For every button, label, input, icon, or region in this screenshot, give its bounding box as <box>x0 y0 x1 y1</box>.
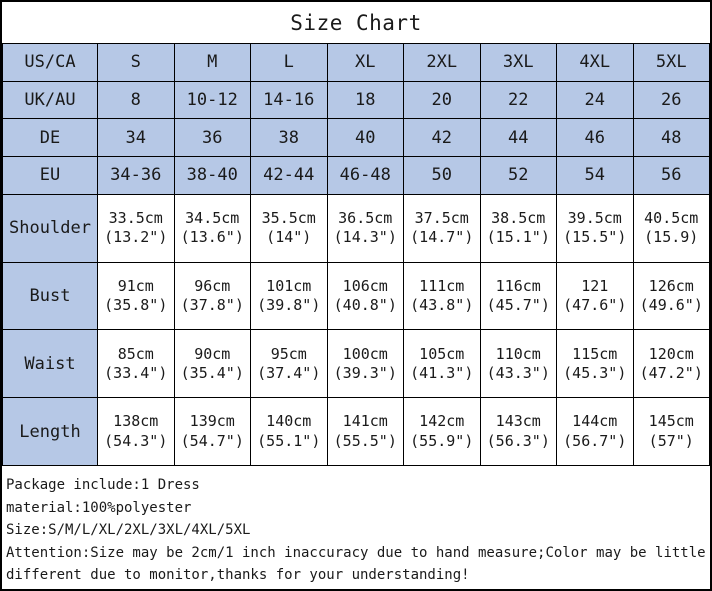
size-value-cell: 20 <box>404 81 481 119</box>
measurement-value-cell: 39.5cm (15.5") <box>557 194 634 262</box>
size-value-cell: 34-36 <box>98 157 175 195</box>
measurement-value-cell: 37.5cm (14.7") <box>404 194 481 262</box>
row-label-cell: US/CA <box>3 44 98 82</box>
size-value-cell: 46-48 <box>327 157 404 195</box>
measurement-value-cell: 40.5cm (15.9) <box>633 194 710 262</box>
measurement-value-cell: 96cm (37.8") <box>174 262 251 330</box>
size-value-cell: XL <box>327 44 404 82</box>
table-row-shoulder <box>3 194 710 262</box>
size-value-cell: S <box>98 44 175 82</box>
table-row-bust <box>3 262 710 330</box>
measurement-value-cell: 90cm (35.4") <box>174 330 251 398</box>
size-value-cell: 4XL <box>557 44 634 82</box>
size-value-cell: 22 <box>480 81 557 119</box>
size-value-cell: 50 <box>404 157 481 195</box>
measurement-value-cell: 106cm (40.8") <box>327 262 404 330</box>
footer-line-material: material:100%polyester <box>6 499 192 516</box>
size-value-cell: 42 <box>404 119 481 157</box>
measurement-value-cell: 141cm (55.5") <box>327 398 404 466</box>
measurement-value-cell: 115cm (45.3") <box>557 330 634 398</box>
measurement-value-cell: 34.5cm (13.6") <box>174 194 251 262</box>
size-value-cell: 10-12 <box>174 81 251 119</box>
measurement-value-cell: 36.5cm (14.3") <box>327 194 404 262</box>
size-value-cell: 18 <box>327 81 404 119</box>
row-label-cell: Waist <box>3 330 98 398</box>
size-value-cell: 48 <box>633 119 710 157</box>
size-value-cell: 54 <box>557 157 634 195</box>
size-value-cell: 26 <box>633 81 710 119</box>
measurement-value-cell: 33.5cm (13.2") <box>98 194 175 262</box>
row-label-cell: Length <box>3 398 98 466</box>
measurement-value-cell: 140cm (55.1") <box>251 398 328 466</box>
measurement-value-cell: 120cm (47.2") <box>633 330 710 398</box>
measurement-value-cell: 110cm (43.3") <box>480 330 557 398</box>
size-value-cell: 40 <box>327 119 404 157</box>
measurement-value-cell: 111cm (43.8") <box>404 262 481 330</box>
measurement-value-cell: 126cm (49.6") <box>633 262 710 330</box>
footer-line-attention-cont: different due to monitor,thanks for your understanding! <box>6 567 470 584</box>
measurement-value-cell: 143cm (56.3") <box>480 398 557 466</box>
size-value-cell: 2XL <box>404 44 481 82</box>
measurement-value-cell: 38.5cm (15.1") <box>480 194 557 262</box>
footer-note <box>2 466 710 589</box>
size-chart-table <box>2 43 710 466</box>
size-value-cell: 3XL <box>480 44 557 82</box>
size-value-cell: 34 <box>98 119 175 157</box>
measurement-value-cell: 95cm (37.4") <box>251 330 328 398</box>
table-row-length <box>3 398 710 466</box>
table-row-uk-au <box>3 81 710 119</box>
footer-line-attention: Attention:Size may be 2cm/1 inch inaccuracy due to hand measure;Color may be little <box>6 544 706 561</box>
row-label-cell: EU <box>3 157 98 195</box>
size-value-cell: 46 <box>557 119 634 157</box>
measurement-value-cell: 138cm (54.3") <box>98 398 175 466</box>
table-row-de <box>3 119 710 157</box>
page-title: Size Chart <box>2 2 710 43</box>
size-value-cell: 42-44 <box>251 157 328 195</box>
row-label-cell: UK/AU <box>3 81 98 119</box>
size-value-cell: 5XL <box>633 44 710 82</box>
size-value-cell: 8 <box>98 81 175 119</box>
row-label-cell: Shoulder <box>3 194 98 262</box>
row-label-cell: Bust <box>3 262 98 330</box>
size-value-cell: 24 <box>557 81 634 119</box>
size-value-cell: L <box>251 44 328 82</box>
table-row-waist <box>3 330 710 398</box>
measurement-value-cell: 101cm (39.8") <box>251 262 328 330</box>
measurement-value-cell: 85cm (33.4") <box>98 330 175 398</box>
measurement-value-cell: 116cm (45.7") <box>480 262 557 330</box>
footer-line-package: Package include:1 Dress <box>6 477 200 494</box>
table-row-eu <box>3 157 710 195</box>
size-value-cell: 38-40 <box>174 157 251 195</box>
size-value-cell: 52 <box>480 157 557 195</box>
size-value-cell: 38 <box>251 119 328 157</box>
measurement-value-cell: 144cm (56.7") <box>557 398 634 466</box>
size-value-cell: 56 <box>633 157 710 195</box>
size-value-cell: 14-16 <box>251 81 328 119</box>
table-row-us-ca <box>3 44 710 82</box>
footer-line-sizes: Size:S/M/L/XL/2XL/3XL/4XL/5XL <box>6 522 251 539</box>
measurement-value-cell: 145cm (57") <box>633 398 710 466</box>
size-value-cell: 36 <box>174 119 251 157</box>
measurement-value-cell: 142cm (55.9") <box>404 398 481 466</box>
measurement-value-cell: 100cm (39.3") <box>327 330 404 398</box>
measurement-value-cell: 139cm (54.7") <box>174 398 251 466</box>
measurement-value-cell: 105cm (41.3") <box>404 330 481 398</box>
measurement-value-cell: 35.5cm (14") <box>251 194 328 262</box>
measurement-value-cell: 91cm (35.8") <box>98 262 175 330</box>
row-label-cell: DE <box>3 119 98 157</box>
size-value-cell: M <box>174 44 251 82</box>
measurement-value-cell: 121 (47.6") <box>557 262 634 330</box>
size-value-cell: 44 <box>480 119 557 157</box>
